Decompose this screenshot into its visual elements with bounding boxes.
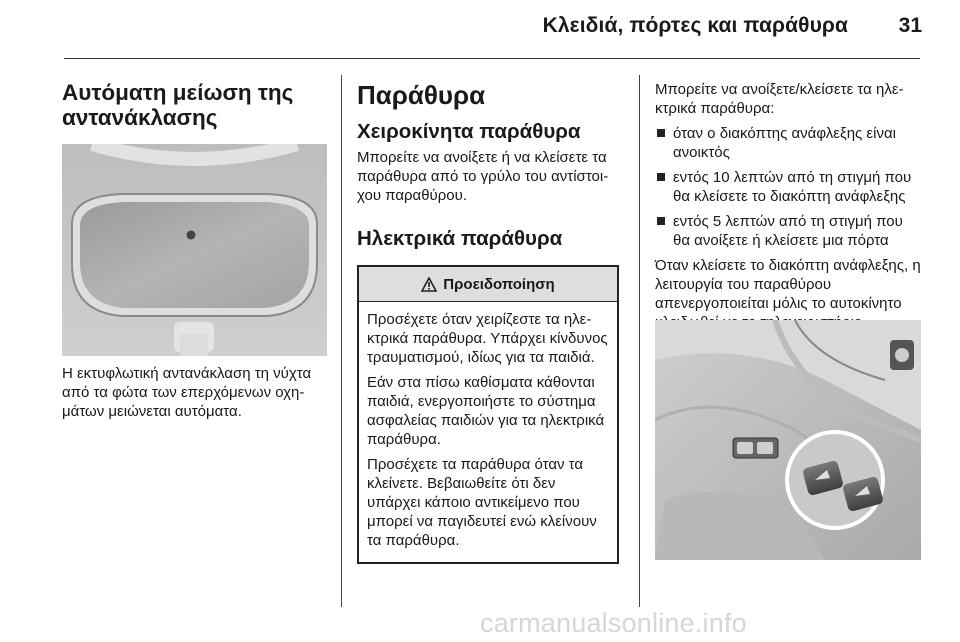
warning-title: Προειδοποίηση: [443, 275, 555, 293]
warning-paragraph: Προσέχετε τα παράθυρα όταν τα κλείνετε. Βεβαιωθείτε ότι δεν υπάρχει κάποιο αντικείμενο που μπορεί να παγιδευτεί ενώ κλείνουν τα παράθυρα.: [367, 456, 597, 549]
warning-paragraph: Εάν στα πίσω καθίσματα κάθονται παιδιά, ενεργοποιήστε το σύστημα ασφαλείας παιδιών για τα ηλεκτρικά παράθυρα.: [367, 374, 605, 448]
rearview-mirror-image: [62, 144, 327, 356]
column-divider-1: [341, 75, 342, 607]
watermark-text: carmanualsonline.info: [480, 608, 747, 638]
column-mirror: [62, 80, 327, 421]
warning-paragraph: Προσέχετε όταν χειρίζεστε τα ηλεκτρικά παράθυρα. Υπάρχει κίνδυνος τραυματισμού, ιδίως για τα παιδιά.: [367, 311, 608, 366]
list-item: εντός 10 λεπτών από τη στιγμή που θα κλείσετε το διακόπτη ανάφλεξης: [655, 168, 923, 206]
conditions-list: [655, 124, 923, 250]
column-windows: [357, 80, 623, 564]
warning-header: [359, 267, 617, 302]
section-heading-mirror: Αυτόματη μείωση της αντανάκλασης: [62, 80, 294, 130]
warning-triangle-icon: [421, 277, 437, 292]
section-heading-windows: Παράθυρα: [357, 80, 486, 110]
manual-windows-text: Μπορείτε να ανοίξετε ή να κλείσετε τα παράθυρα από το γρύλο του αντίστοιχου παραθύρου.: [357, 149, 609, 204]
page-number: 31: [898, 14, 922, 37]
bullet-square-icon: [657, 173, 665, 181]
conditions-outro: Όταν κλείσετε το διακόπτη ανάφλεξης, η λειτουργία του παραθύρου απενεργοποιείται μόλις το αυτοκίνητο: [655, 257, 921, 312]
warning-box: [357, 265, 619, 564]
warning-body: [359, 302, 617, 562]
header-rule: [64, 58, 920, 59]
subheading-manual-windows: Χειροκίνητα παράθυρα: [357, 120, 581, 143]
column-divider-2: [639, 75, 640, 607]
bullet-square-icon: [657, 129, 665, 137]
list-item: εντός 5 λεπτών από τη στιγμή που θα ανοίξετε ή κλείσετε μια πόρτα: [655, 212, 923, 250]
list-item: όταν ο διακόπτης ανάφλεξης είναι ανοικτός: [655, 124, 923, 162]
bullet-square-icon: [657, 217, 665, 225]
column-electric-conditions: [655, 80, 923, 332]
mirror-description: Η εκτυφλωτική αντανάκλαση τη νύχτα από τα φώτα των επερχόμενων οχημάτων μειώνεται αυτόματα.: [62, 365, 312, 420]
subheading-electric-windows: Ηλεκτρικά παράθυρα: [357, 227, 563, 250]
window-switch-image: [655, 320, 921, 560]
conditions-intro: Μπορείτε να ανοίξετε/κλείσετε τα ηλεκτρικά παράθυρα:: [655, 81, 904, 117]
running-header-title: Κλειδιά, πόρτες και παράθυρα: [542, 14, 848, 37]
